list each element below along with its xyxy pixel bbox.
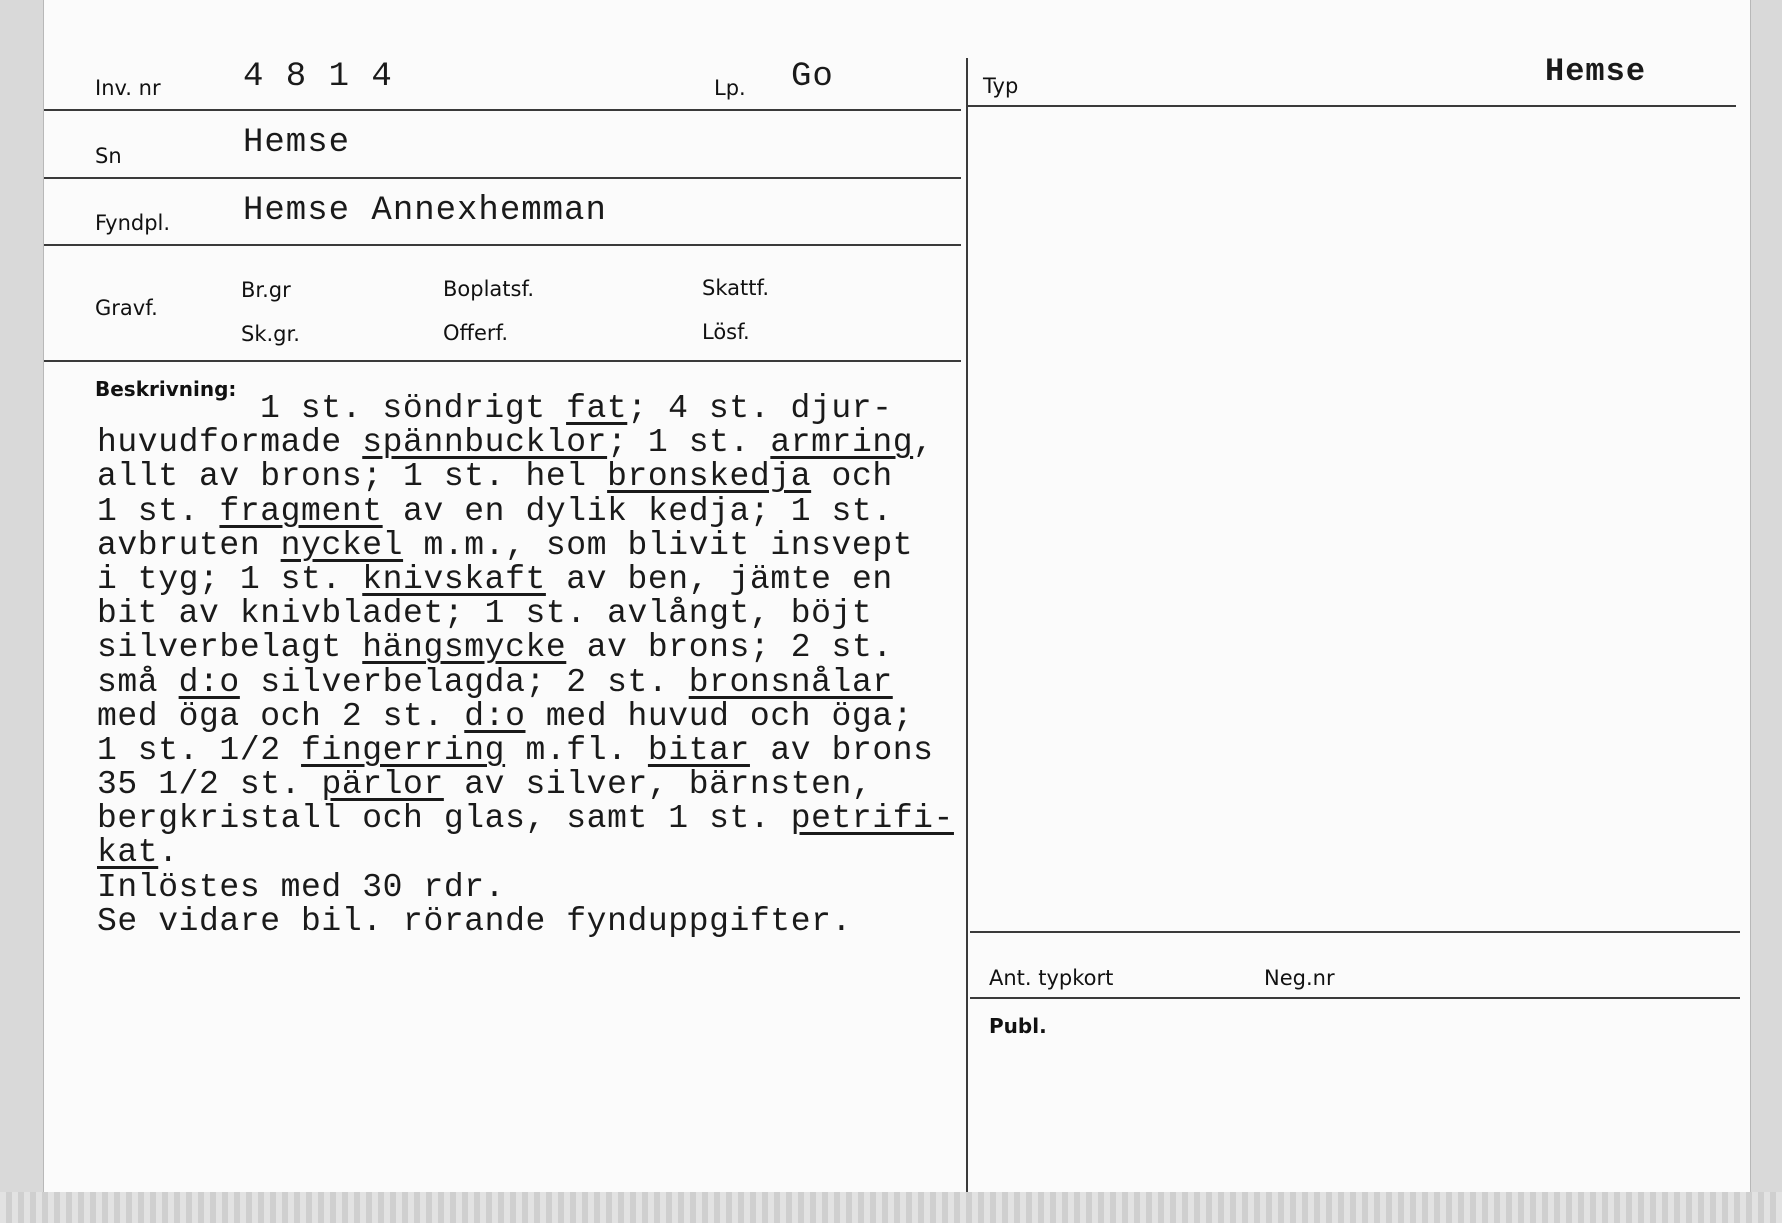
- inv-nr-value: 4 8 1 4: [243, 58, 393, 96]
- underlined-term: fat: [566, 390, 628, 427]
- inv-nr-label: Inv. nr: [95, 76, 161, 100]
- offerf-label: Offerf.: [443, 321, 509, 345]
- description-line: [97, 426, 954, 460]
- underlined-term: nyckel: [280, 526, 404, 564]
- underlined-term: bronskedja: [607, 458, 812, 496]
- description-segment: Inlöstes med 30 rdr.: [97, 868, 506, 906]
- description-line: [97, 802, 954, 836]
- rule-row1: [44, 109, 961, 111]
- rule-ant: [970, 931, 1740, 933]
- rule-row4: [44, 360, 961, 362]
- description-segment: i tyg; 1 st.: [97, 560, 363, 598]
- rule-typ: [966, 105, 1736, 107]
- underlined-term: petrifi-: [790, 800, 954, 838]
- description-segment: 1 st.: [97, 492, 220, 530]
- description-line: [97, 492, 954, 530]
- publ-label: Publ.: [989, 1014, 1047, 1038]
- description-line: [97, 902, 954, 940]
- underlined-term: fragment: [219, 492, 383, 530]
- beskrivning-label: Beskrivning:: [95, 377, 237, 401]
- description-line: [97, 597, 954, 631]
- lp-label: Lp.: [714, 76, 746, 100]
- header-right-hemse: Hemse: [1545, 53, 1647, 90]
- card-edge-strip: [0, 1192, 1782, 1223]
- description-segment: avbruten: [97, 526, 281, 564]
- description-segment: av brons: [749, 731, 934, 769]
- description-text: [97, 392, 954, 939]
- description-segment: .: [158, 834, 179, 872]
- description-segment: 35 1/2 st.: [97, 766, 322, 804]
- description-segment: av ben, jämte en: [545, 560, 893, 598]
- description-line: [97, 836, 954, 870]
- neg-nr-label: Neg.nr: [1264, 966, 1335, 990]
- skgr-label: Sk.gr.: [241, 322, 300, 346]
- gravf-label: Gravf.: [95, 296, 158, 320]
- underlined-term: kat: [97, 834, 159, 872]
- description-segment: bit av knivbladet; 1 st. avlångt, böjt: [97, 595, 873, 633]
- column-divider: [966, 58, 968, 1192]
- description-segment: m.m., som blivit insvept: [403, 526, 914, 564]
- description-segment: silverbelagt: [97, 629, 363, 667]
- underlined-term: d:o: [178, 663, 240, 701]
- brgr-label: Br.gr: [241, 278, 291, 302]
- description-line: [97, 560, 954, 598]
- description-line: [97, 868, 954, 906]
- description-segment: 1 st. 1/2: [97, 731, 302, 769]
- underlined-term: bitar: [647, 731, 750, 769]
- underlined-term: pärlor: [321, 766, 444, 804]
- description-segment: ; 4 st. djur-: [627, 390, 893, 427]
- description-segment: 1 st. söndrigt: [260, 390, 567, 427]
- ant-typkort-label: Ant. typkort: [989, 966, 1114, 990]
- sn-value: Hemse: [243, 124, 351, 162]
- description-segment: och: [811, 458, 893, 496]
- description-segment: av brons; 2 st.: [566, 629, 893, 667]
- description-line: [97, 631, 954, 665]
- underlined-term: knivskaft: [362, 560, 546, 598]
- fyndpl-value: Hemse Annexhemman: [243, 192, 607, 230]
- description-segment: små: [97, 663, 179, 701]
- rule-row3: [44, 244, 961, 246]
- description-segment: Se vidare bil. rörande fynduppgifter.: [97, 902, 852, 940]
- lp-value: Go: [791, 58, 834, 96]
- description-line: [97, 768, 954, 802]
- description-segment: ; 1 st.: [607, 424, 771, 462]
- boplatsf-label: Boplatsf.: [443, 277, 535, 301]
- description-line: [97, 526, 954, 564]
- rule-row2: [44, 177, 961, 179]
- description-line: [97, 697, 954, 735]
- skattf-label: Skattf.: [702, 276, 769, 300]
- description-line: [97, 731, 954, 769]
- description-segment: bergkristall och glas, samt 1 st.: [97, 800, 791, 838]
- description-segment: med öga och 2 st.: [97, 697, 465, 735]
- description-line: [97, 460, 954, 494]
- description-line: [97, 663, 954, 701]
- sn-label: Sn: [95, 144, 122, 168]
- description-segment: av en dylik kedja; 1 st.: [382, 492, 893, 530]
- losf-label: Lösf.: [702, 320, 750, 344]
- underlined-term: d:o: [464, 697, 526, 735]
- underlined-term: fingerring: [301, 731, 506, 769]
- description-line: [97, 392, 954, 426]
- description-segment: m.fl.: [505, 731, 648, 769]
- underlined-term: armring: [770, 424, 914, 462]
- fyndpl-label: Fyndpl.: [95, 211, 171, 235]
- rule-publ: [970, 997, 1740, 999]
- description-segment: huvudformade: [97, 424, 363, 462]
- description-segment: av silver, bärnsten,: [443, 766, 873, 804]
- underlined-term: hängsmycke: [362, 629, 567, 667]
- description-segment: med huvud och öga;: [525, 697, 914, 735]
- description-segment: allt av brons; 1 st. hel: [97, 458, 608, 496]
- description-segment: ,: [913, 424, 934, 462]
- underlined-term: spännbucklor: [362, 424, 608, 462]
- underlined-term: bronsnålar: [688, 663, 893, 701]
- typ-label: Typ: [983, 74, 1019, 98]
- description-segment: silverbelagda; 2 st.: [239, 663, 689, 701]
